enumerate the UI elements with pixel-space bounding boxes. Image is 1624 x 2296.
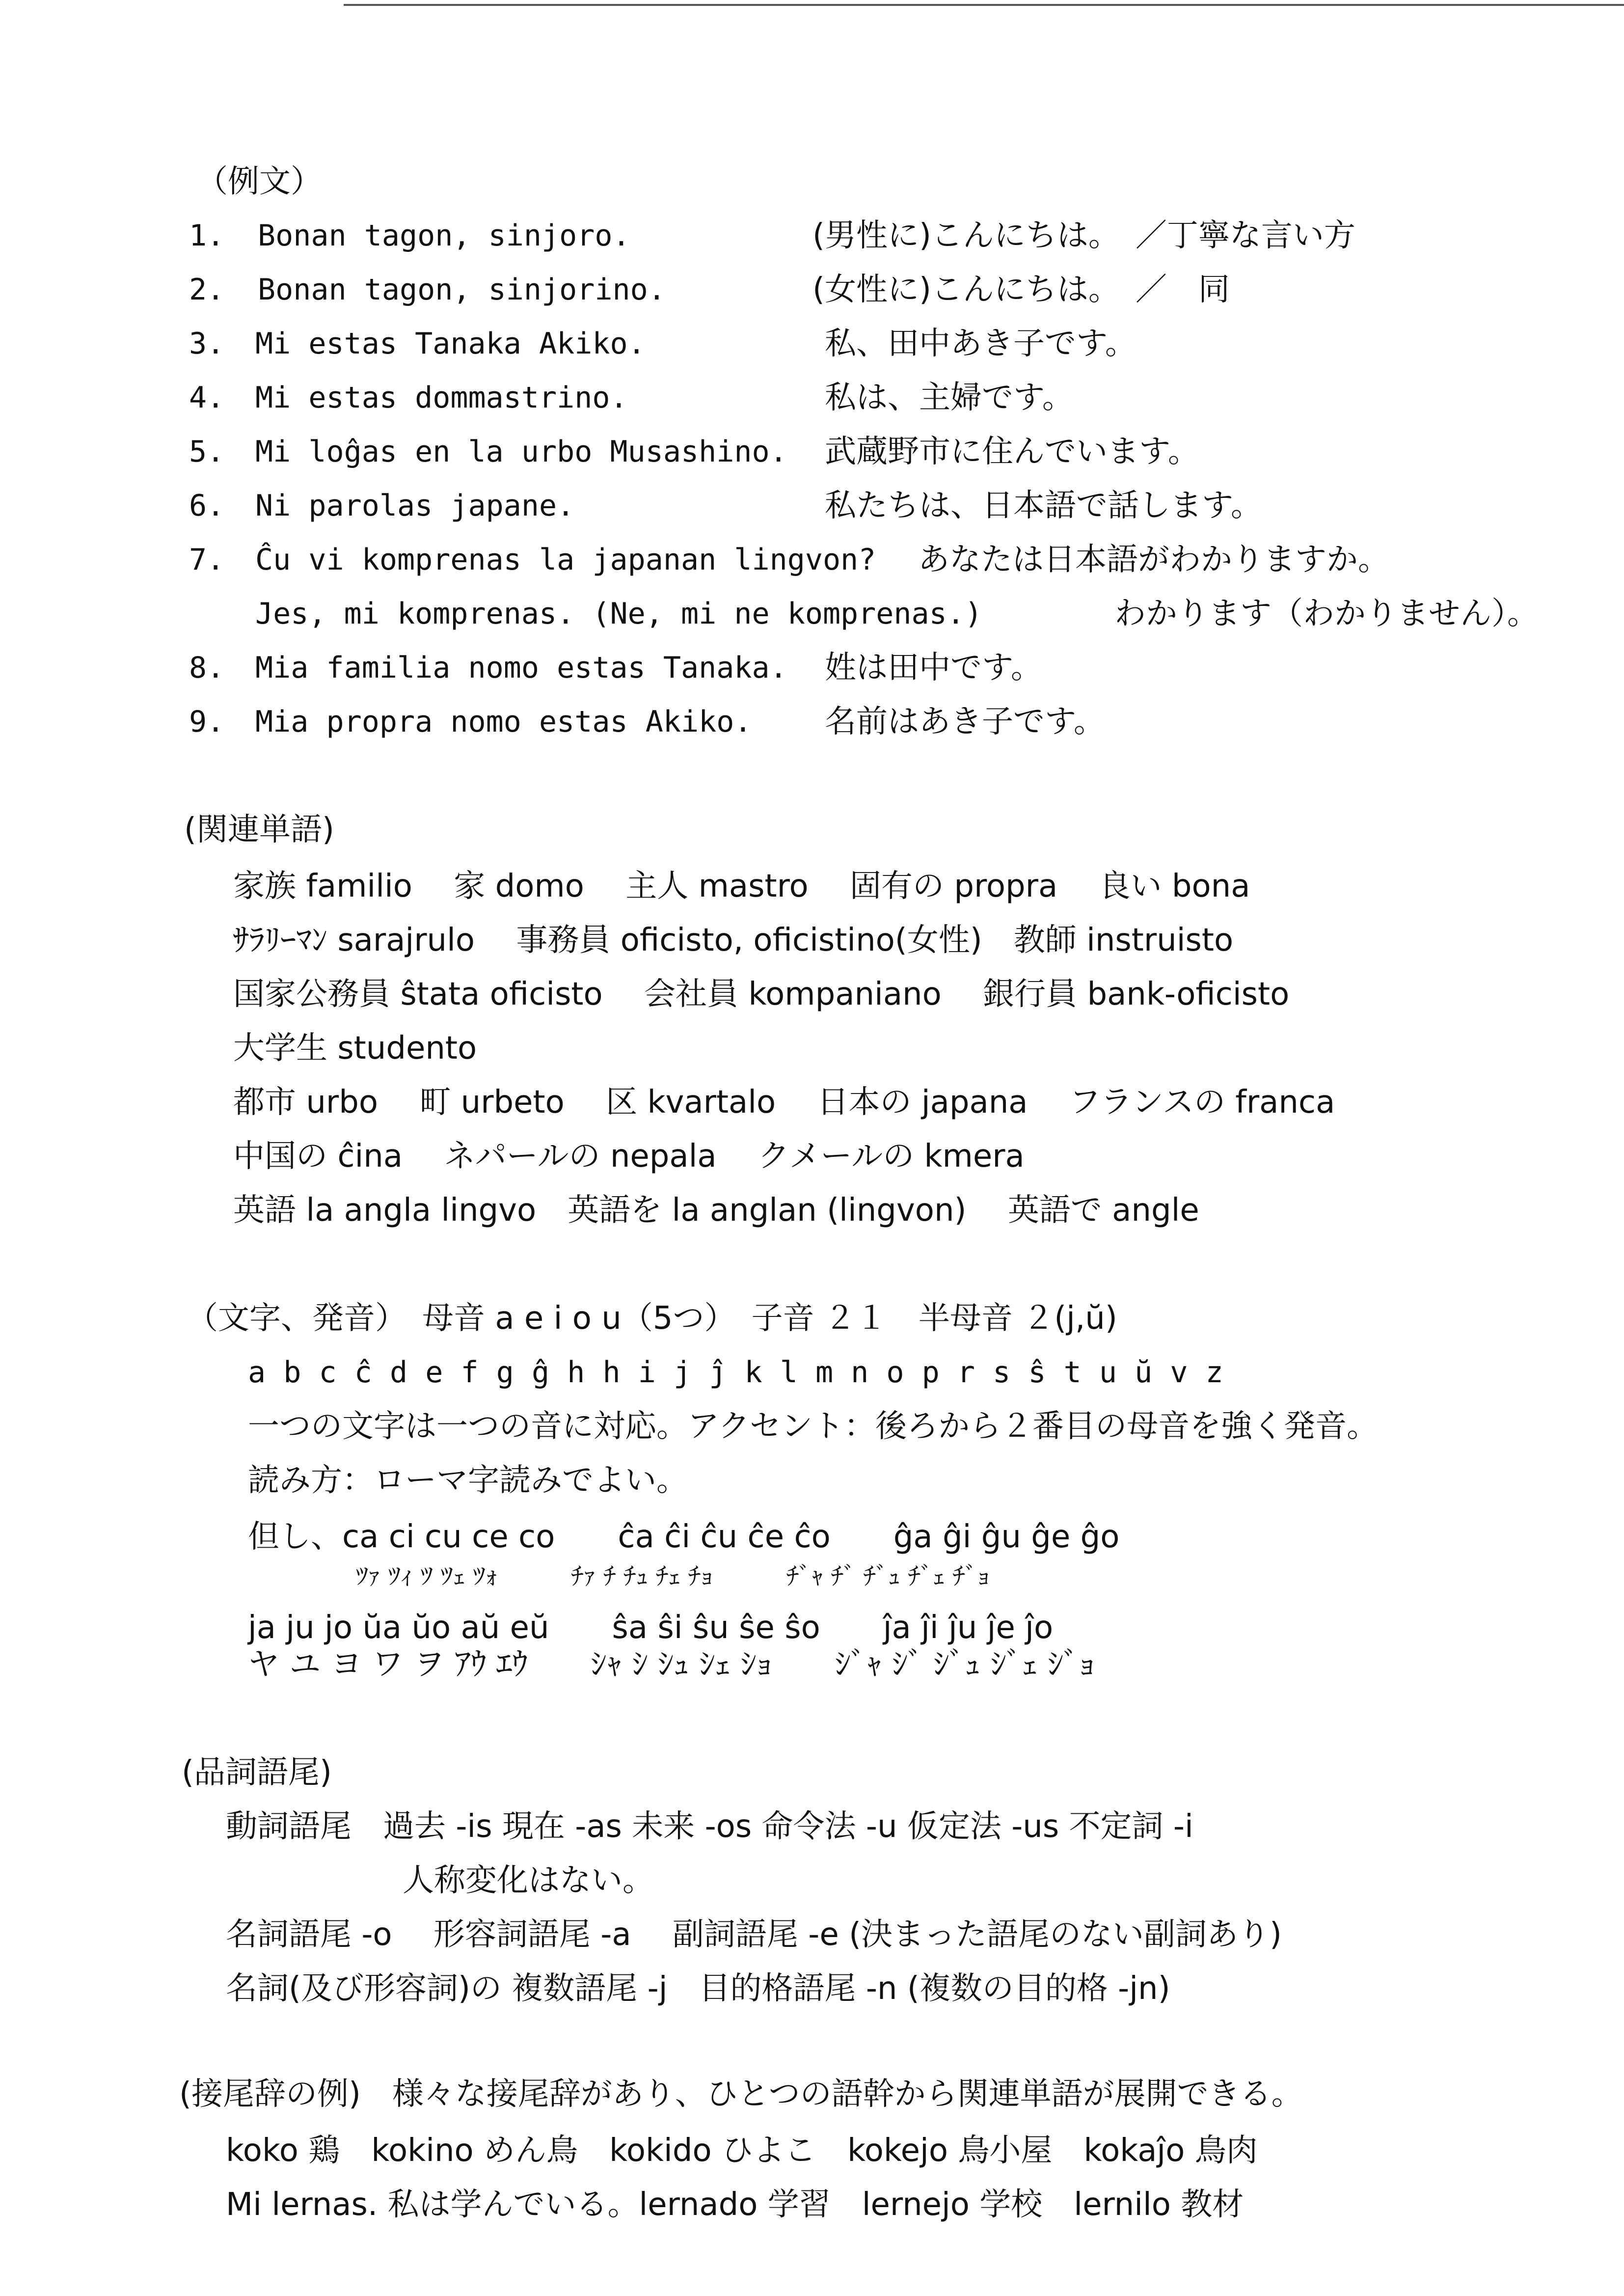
vocab-line: 国家公務員 ŝtata oficisto 会社員 kompaniano 銀行員 bank-oficisto bbox=[233, 976, 1290, 1012]
pos-heading: (品詞語尾) bbox=[182, 1754, 332, 1791]
top-rule bbox=[344, 4, 1624, 6]
pos-line: 人称変化はない。 bbox=[403, 1862, 654, 1899]
suffix-line: Mi lernas. 私は学んでいる。lernado 学習 lernejo 学校 lernilo 教材 bbox=[226, 2187, 1244, 2223]
vocab-line: 大学生 studento bbox=[233, 1030, 477, 1066]
pronunciation-kana: ヤ ユ ヨ ワ ヲ ｱｳ ｴｳ ｼｬ ｼ ｼｭ ｼｪ ｼｮ ｼﾞｬ ｼﾞ ｼﾞｭ ｼﾞｪ ｼﾞｮ bbox=[248, 1646, 1095, 1683]
example-heading: （例文） bbox=[196, 164, 322, 200]
vocab-heading: (関連単語) bbox=[184, 812, 334, 848]
example-ja: 私は、主婦です。 bbox=[825, 380, 1074, 416]
example-number: 7. bbox=[189, 543, 225, 577]
vocab-line: ｻﾗﾘｰﾏﾝ sarajrulo 事務員 oficisto, oficistino(女性) 教師 instruisto bbox=[233, 922, 1234, 958]
example-eo: Mi estas dommastrino. bbox=[255, 381, 628, 415]
example-eo: Ĉu vi komprenas la japanan lingvon? bbox=[255, 543, 876, 577]
example-ja: 武蔵野市に住んでいます。 bbox=[825, 434, 1199, 470]
example-number: 2. bbox=[189, 273, 225, 307]
example-ja: 私、田中あき子です。 bbox=[825, 326, 1137, 362]
example-number: 9. bbox=[189, 705, 225, 739]
vocab-line: 英語 la angla lingvo 英語を la anglan (lingvon) 英語で angle bbox=[233, 1192, 1199, 1229]
example-ja: (女性に)こんにちは。 ／ 同 bbox=[812, 272, 1230, 308]
example-eo: Mi loĝas en la urbo Musashino. bbox=[255, 435, 787, 469]
example-number: 5. bbox=[189, 435, 225, 469]
example-ja: 名前はあき子です。 bbox=[825, 704, 1105, 740]
example-ja: あなたは日本語がわかりますか。 bbox=[918, 542, 1389, 578]
suffix-heading: (接尾辞の例) 様々な接尾辞があり、ひとつの語幹から関連単語が展開できる。 bbox=[179, 2076, 1303, 2112]
vocab-line: 都市 urbo 町 urbeto 区 kvartalo 日本の japana フランスの franca bbox=[233, 1084, 1335, 1121]
example-number: 8. bbox=[189, 651, 225, 685]
example-number: 3. bbox=[189, 327, 225, 361]
example-eo: Mi estas Tanaka Akiko. bbox=[255, 327, 646, 361]
example-eo: Jes, mi komprenas. (Ne, mi ne komprenas.) bbox=[255, 597, 983, 631]
pos-line: 名詞語尾 -o 形容詞語尾 -a 副詞語尾 -e (決まった語尾のない副詞あり) bbox=[226, 1916, 1282, 1953]
pos-line: 動詞語尾 過去 -is 現在 -as 未来 -os 命令法 -u 仮定法 -us 不定詞 -i bbox=[226, 1808, 1193, 1845]
example-eo: Mia propra nomo estas Akiko. bbox=[255, 705, 752, 739]
example-eo: Bonan tagon, sinjoro. bbox=[258, 219, 630, 253]
pronunciation-latin: ja ju jo ŭa ŭo aŭ eŭ ŝa ŝi ŝu ŝe ŝo ĵa ĵi ĵu ĵe ĵo bbox=[248, 1610, 1054, 1646]
example-eo: Bonan tagon, sinjorino. bbox=[258, 273, 666, 307]
example-number: 6. bbox=[189, 489, 225, 523]
pronunciation-kana: ﾂｧ ﾂｨ ﾂ ﾂｪ ﾂｫ ﾁｧ ﾁ ﾁｭ ﾁｪ ﾁｮ ﾁﾞｬ ﾁﾞ ﾁﾞｭ ﾁﾞｪ ﾁﾞｮ bbox=[356, 1562, 990, 1590]
pronunciation-latin: 但し、ca ci cu ce co ĉa ĉi ĉu ĉe ĉo ĝa ĝi ĝu ĝe ĝo bbox=[248, 1519, 1120, 1555]
suffix-line: koko 鶏 kokino めん鳥 kokido ひよこ kokejo 鳥小屋 kokaĵo 鳥肉 bbox=[226, 2132, 1258, 2169]
example-number: 4. bbox=[189, 381, 225, 415]
vocab-line: 家族 familio 家 domo 主人 mastro 固有の propra 良い bona bbox=[233, 868, 1250, 904]
example-ja: (男性に)こんにちは。 ／丁寧な言い方 bbox=[812, 218, 1355, 254]
alphabet-line: a b c ĉ d e f g ĝ h h i j ĵ k l m n o p r s ŝ t u ŭ v z bbox=[248, 1355, 1223, 1390]
example-eo: Mia familia nomo estas Tanaka. bbox=[255, 651, 787, 685]
example-ja: 私たちは、日本語で話します。 bbox=[825, 488, 1262, 524]
vocab-line: 中国の ĉina ネパールの nepala クメールの kmera bbox=[233, 1138, 1025, 1175]
pos-line: 名詞(及び形容詞)の 複数語尾 -j 目的格語尾 -n (複数の目的格 -jn) bbox=[226, 1970, 1170, 2007]
letters-note: 一つの文字は一つの音に対応。アクセント：後ろから２番目の母音を強く発音。 bbox=[248, 1408, 1379, 1445]
letters-note: 読み方：ローマ字読みでよい。 bbox=[248, 1462, 688, 1499]
example-eo: Ni parolas japane. bbox=[255, 489, 575, 523]
example-ja: 姓は田中です。 bbox=[825, 650, 1042, 686]
example-number: 1. bbox=[189, 219, 225, 253]
letters-heading: （文字、発音） 母音 a e i o u（5つ） 子音 ２１ 半母音 ２(j,ŭ) bbox=[187, 1300, 1117, 1337]
example-ja: わかります（わかりません）。 bbox=[1114, 596, 1539, 632]
